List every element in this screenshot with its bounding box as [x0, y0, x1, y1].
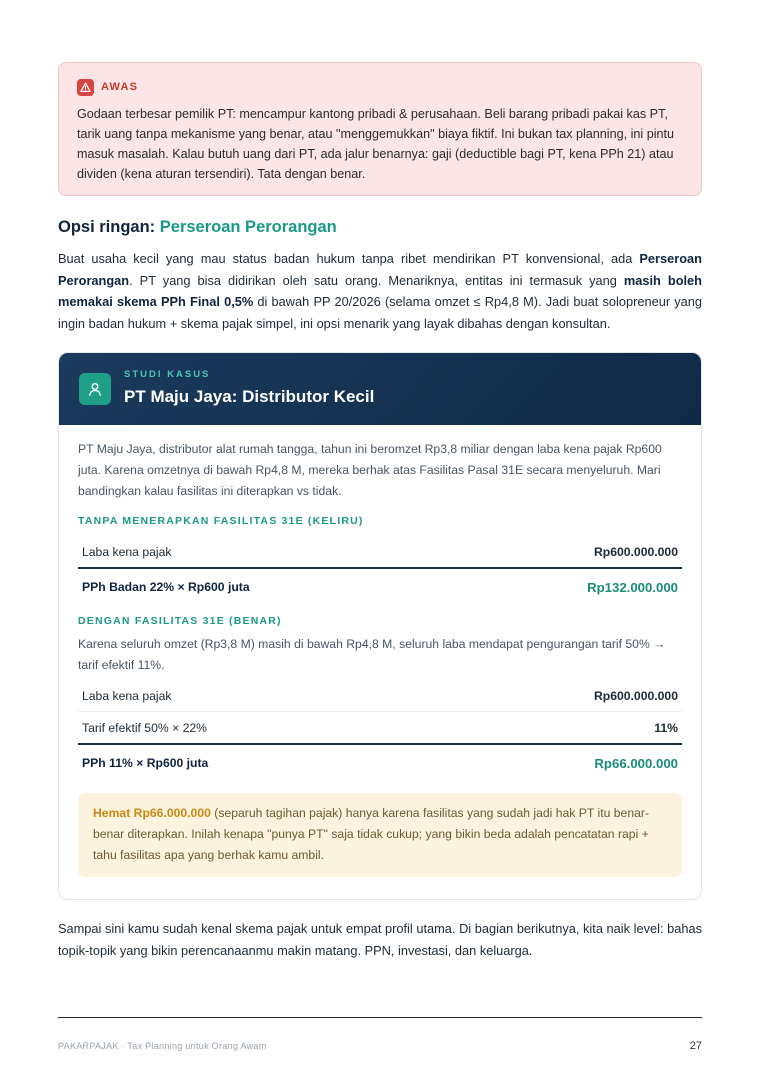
row-value: Rp600.000.000: [464, 536, 682, 568]
row-value: Rp600.000.000: [436, 680, 682, 712]
warning-callout: [58, 62, 702, 196]
case-study-header: [59, 353, 701, 425]
section-title: [58, 218, 337, 237]
case-study-kicker: STUDI KASUS: [124, 369, 211, 380]
footer-divider: [58, 1017, 702, 1018]
footer-title: PAKARPAJAK · Tax Planning untuk Orang Awam: [58, 1041, 267, 1051]
row-label: Tarif efektif 50% × 22%: [78, 712, 436, 745]
closing-paragraph: Sampai sini kamu sudah kenal skema pajak untuk empat profil utama. Di bagian berikutnya, kita naik level: bahas topik-topik yang bikin perencanaanmu makin matang. PPN, investasi, dan keluarga.: [58, 921, 702, 958]
savings-highlight: Hemat Rp66.000.000: [93, 806, 211, 820]
para-text-2: . PT yang bisa didirikan oleh satu orang. Menariknya, entitas ini termasuk yang: [129, 272, 624, 288]
para-bold-1: Perseroan Perorangan: [58, 251, 702, 288]
table-row: [78, 536, 682, 568]
person-icon: [79, 373, 111, 405]
para-text-1: Buat usaha kecil yang mau status badan hukum tanpa ribet mendirikan PT konvensional, ada: [58, 251, 640, 266]
case-study-card: [58, 352, 702, 900]
with-facility-heading: DENGAN FASILITAS 31E (BENAR): [78, 615, 282, 627]
section-paragraph: [58, 248, 702, 334]
table-row: [78, 712, 682, 745]
case-study-title: PT Maju Jaya: Distributor Kecil: [124, 387, 375, 406]
case-study-intro: PT Maju Jaya, distributor alat rumah tangga, tahun ini beromzet Rp3,8 miliar dengan laba kena pajak Rp600 juta. Karena omzetnya di bawah Rp4,8 M, mereka berhak atas Fasilitas Pasal 31E secara menyeluruh. Mari bandingkan kalau fasilitas ini diterapkan vs tidak.: [78, 442, 662, 498]
warning-header: [77, 78, 683, 96]
section-title-prefix: Opsi ringan:: [58, 218, 160, 236]
total-label: PPh Badan 22% × Rp600 juta: [82, 580, 250, 594]
row-label: Laba kena pajak: [78, 680, 436, 712]
para-bold-2: masih boleh memakai skema PPh Final 0,5%: [58, 272, 702, 309]
savings-note: [78, 793, 682, 877]
table-total-row: [78, 568, 682, 605]
table-row: [78, 680, 682, 712]
without-facility-heading: TANPA MENERAPKAN FASILITAS 31E (KELIRU): [78, 515, 364, 527]
section-title-accent: Perseroan Perorangan: [159, 218, 337, 236]
with-facility-table: [78, 680, 682, 781]
with-facility-description: Karena seluruh omzet (Rp3,8 M) masih di bawah Rp4,8 M, seluruh laba mendapat pengurangan tarif 50% → tarif efektif 11%.: [78, 637, 666, 672]
para-text-3: di bawah PP 20/2026 (selama omzet ≤ Rp4,8 M). Jadi buat solopreneur yang ingin badan hukum + skema pajak simpel, ini opsi menarik yang layak dibahas dengan konsultan.: [58, 294, 703, 331]
savings-text: (separuh tagihan pajak) hanya karena fasilitas yang sudah jadi hak PT itu benar-benar diterapkan. Inilah kenapa "punya PT" saja tidak cukup; yang bikin beda adalah pencatatan rapi + tahu fasilitas apa yang berhak kamu ambil.: [93, 806, 650, 862]
total-value: Rp66.000.000: [594, 755, 678, 771]
warning-text: Godaan terbesar pemilik PT: mencampur kantong pribadi & perusahaan. Beli barang pribadi pakai kas PT, tarik uang tanpa mekanisme yang benar, atau "menggemukkan" biaya fiktif. Ini bukan tax planning, ini pintu masuk masalah. Kalau butuh uang dari PT, ada jalur benarnya: gaji (deductible bagi PT, kena PPh 21) atau dividen (kena aturan tersendiri). Tata dengan benar.: [77, 107, 675, 181]
without-facility-table: [78, 536, 682, 605]
total-label: PPh 11% × Rp600 juta: [82, 756, 209, 770]
row-label: Laba kena pajak: [78, 536, 464, 568]
table-total-row: [78, 744, 682, 781]
row-value: 11%: [436, 712, 682, 745]
page-number: 27: [689, 1040, 702, 1052]
total-value: Rp132.000.000: [587, 579, 678, 595]
warning-triangle-icon: [77, 79, 94, 96]
case-study-body: [59, 425, 701, 877]
warning-label: AWAS: [101, 81, 139, 93]
